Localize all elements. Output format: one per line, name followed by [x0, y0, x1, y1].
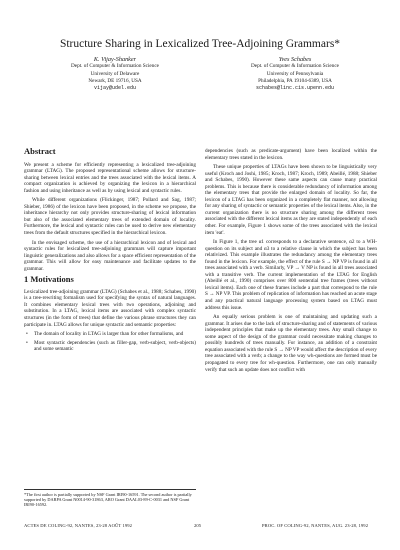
- page-footer: [24, 523, 376, 528]
- author-city: Philadelphia, PA 19104-6389, USA: [258, 77, 332, 84]
- author-city: Newark, DE 19716, USA: [88, 77, 142, 84]
- author-univ: University of Pennsylvania: [266, 70, 324, 77]
- body-paragraph: These unique properties of LTAGs have been shown to be linguistically very useful (Kroch and Joshi, 1985; Kroch, 1987; Kroch, 1989; Abeillé, 1988; Shieber and Schabes, 1990). However these same aspects can cause many practical problems. This is because there is considerable redundancy of information among the elementary trees that provide the enlarged domain of locality. So far, the lexicon of a LTAG has been organized in a completely flat manner, not allowing for any sharing of syntactic or semantic properties of the lexical items. Also, in the current organization there is no structure sharing among the different trees associated with the different lexical items as they are stated independently of each other. For example, Figure 1 shows some of the trees associated with the lexical item 'eat'.: [205, 164, 377, 236]
- author-email[interactable]: vijay@udel.edu: [93, 85, 136, 92]
- author-email[interactable]: schabes@linc.cis.upenn.edu: [255, 85, 334, 92]
- author-1: [40, 56, 190, 92]
- paper-title: Structure Sharing in Lexicalized Tree-Adjoining Grammars*: [59, 38, 341, 50]
- author-dept: Dept. of Computer & Information Science: [251, 63, 339, 70]
- footnote: *The first author is partially supported by NSF Grant IRI90-16591. The second author is partially supported by DARPA Grant N0014-90-31863, ARO Grant DAAL03-89-C-0031 and NSF Grant IRI90-16592.: [24, 489, 196, 508]
- bullet-item: • The domain of locality in LTAG is larger than for other formalisms, and: [34, 331, 196, 338]
- footer-right: PROC. OF COLING-92, NANTES, AUG. 23-28, 1992: [262, 523, 369, 528]
- body-paragraph: dependencies (such as predicate-argument) have been localized within the elementary trees stated in the lexicon.: [205, 148, 377, 161]
- body-paragraph: In Figure 1, the tree α1 corresponds to a declarative sentence, α2 to a WH-question on its subject and α3 to a relative clause in which the subject has been relativized. This example illustrates the redundancy among the elementary trees found in the lexicon. For example, the effect of the rule S → NP VP is found in all trees associated with a verb. Similarly, VP → V NP is found in all trees associated with a transitive verb. The current implementation of the LTAG for English (Abeillé et al., 1990) comprises over 800 sentential tree frames (trees without lexical items). Each one of these frames include a part that correspond to the rule S → NP VP. This problem of replication of information has reached an acute stage and any practical natural language processing system based on LTAG must address this issue.: [205, 239, 377, 311]
- footer-left: ACTES DE COLING-92, NANTES, 23-28 AOÛT 1992: [24, 523, 133, 528]
- body-paragraph: An equally serious problem is one of maintaining and updating such a grammar. It arises due to the lack of structure-sharing and of statements of various independent principles that make up the elementary trees. Any small change to some aspect of the design of the grammar could necessitate making changes to possibly hundreds of trees manually. For instance, an addition of a constraint equation associated with the rule S → NP VP would affect the description of every tree associated with a verb; a change to the way wh-questions are formed must be propagated to every tree for wh-question. Furthermore, one can only manually verify that such an update does not conflict with: [205, 314, 377, 373]
- body-paragraph: Lexicalized tree-adjoining grammar (LTAG) (Schabes et al., 1988; Schabes, 1990) is a tree-rewriting formalism used for specifying the syntax of natural languages. It combines elementary lexical trees with two operations, adjoining and substitution. In a LTAG, lexical items are associated with complex syntactic structures (in the form of trees) that define the various phrase structures they can participate in. LTAG allows for unique syntactic and semantic properties:: [24, 288, 196, 328]
- bullet-item: • Most syntactic dependencies (such as filler-gap, verb-subject, verb-objects) and some semantic: [34, 340, 196, 353]
- author-univ: University of Delaware: [90, 70, 140, 77]
- abstract-paragraph: In the envisaged scheme, the use of a hierarchical lexicon and of lexical and syntactic rules for lexicalized tree-adjoining grammars will capture important linguistic generalizations and also allows for a space efficient representation of the grammar. This will allow for easy maintenance and facilitate updates to the grammar.: [24, 239, 196, 272]
- left-column: [24, 148, 196, 356]
- author-name: K. Vijay-Shanker: [93, 56, 137, 63]
- abstract-paragraph: While different organizations (Flickinger, 1987; Pollard and Sag, 1987; Shieber, 1986) of the lexicon have been proposed, in the scheme we propose, the inheritance hierarchy not only provides structure-sharing of lexical information but also of the associated elementary trees of extended domain of locality. Furthermore, the lexical and syntactic rules can be used to derive new elementary trees from the default structures specified in the hierarchical lexicon.: [24, 197, 196, 237]
- page-number: 205: [194, 523, 202, 528]
- author-name: Yves Schabes: [278, 56, 312, 63]
- author-dept: Dept. of Computer & Information Science: [71, 63, 159, 70]
- abstract-heading: Abstract: [24, 146, 56, 156]
- bullet-list: [24, 331, 196, 353]
- right-column: [205, 148, 377, 376]
- author-2: [220, 56, 370, 92]
- abstract-paragraph: We present a scheme for efficiently representing a lexicalized tree-adjoining grammar (LTAG). The proposed representational scheme allows for structure-sharing between lexical entries and the trees associated with the lexical items. A compact organization is achieved by organizing the lexicon in a hierarchical fashion and using inheritance as well as by using lexical and syntactic rules.: [24, 161, 196, 194]
- section-heading: 1 Motivations: [24, 274, 74, 285]
- author-block: [40, 56, 370, 92]
